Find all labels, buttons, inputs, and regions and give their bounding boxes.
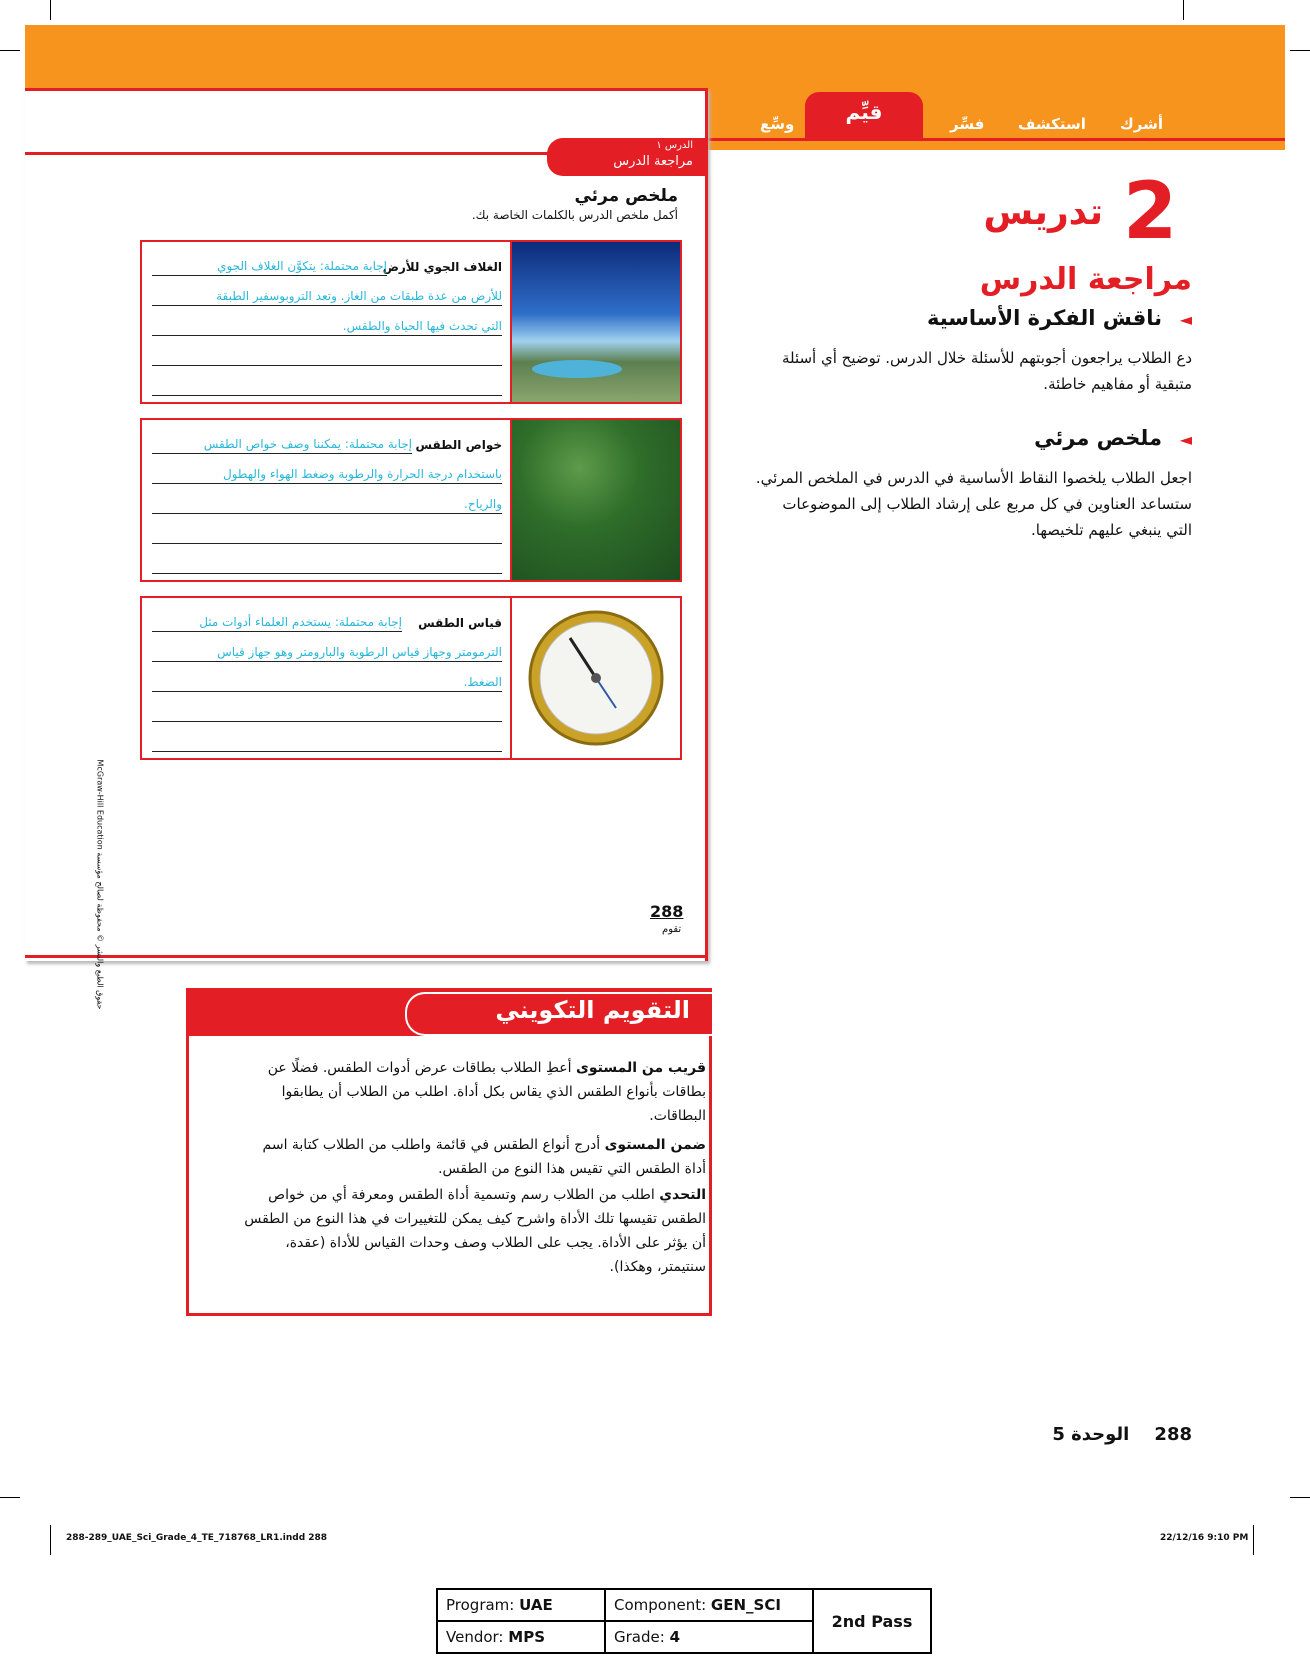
assessment-approaching [241, 1056, 706, 1128]
card-title: الغلاف الجوي للأرض [382, 260, 502, 274]
program-cell: Program: UAE [437, 1589, 605, 1621]
level-label: التحدي [659, 1187, 706, 1203]
answer-text: للأرض من عدة طبقات من الغاز. وتعد التروبوسفير الطبقة [216, 289, 502, 303]
answer-lines [152, 602, 502, 752]
level-text: أدرج أنواع الطقس في قائمة واطلب من الطلاب كتابة اسم أداة الطقس التي تقيس هذا النوع من الطقس. [262, 1137, 706, 1177]
answer-text: الضغط. [463, 675, 502, 689]
summary-card-atmosphere [140, 240, 682, 404]
answer-text: الترمومتر وجهاز قياس الرطوبة والبارومتر وهو جهاز قياس [217, 645, 502, 659]
crop-mark [1290, 50, 1310, 51]
component-cell: Component: GEN_SCI [605, 1589, 813, 1621]
answer-text: إجابة محتملة: يمكننا وصف خواص الطقس [203, 437, 412, 451]
discuss-text: دع الطلاب يراجعون أجوبتهم للأسئلة خلال الدرس. توضيح أي أسئلة متبقية أو مفاهيم خاطئة. [781, 349, 1192, 393]
summary-heading: ملخص مرئي [1034, 426, 1162, 450]
answer-text: التي تحدث فيها الحياة والطقس. [342, 319, 502, 333]
summary-text: اجعل الطلاب يلخصوا النقاط الأساسية في الدرس في الملخص المرئي. ستساعد العناوين في كل مربع على إرشاد الطلاب إلى الموضوعات التي ينبغي عليهم تلخيصها. [755, 469, 1192, 539]
summary-card-weather-properties [140, 418, 682, 582]
section-number: 2 [1123, 167, 1178, 257]
lesson-number: الدرس ١ [656, 140, 693, 151]
unit-footer-page: 288 [1154, 1424, 1192, 1445]
crop-mark [0, 1497, 20, 1498]
tab-underline [708, 138, 1285, 141]
assessment-title: التقويم التكويني [495, 996, 690, 1024]
crop-mark [1183, 0, 1184, 20]
page-number: 288 [650, 902, 684, 921]
earth-atmosphere-image [510, 242, 680, 402]
divider [25, 152, 550, 155]
tab-evaluate[interactable]: قيِّم [805, 92, 923, 140]
assessment-header [186, 988, 712, 1036]
summary-card-measuring-weather [140, 596, 682, 760]
level-text: اطلب من الطلاب رسم وتسمية أداة الطقس ومعرفة أي من خواص الطقس تقيسها تلك الأداة واشرح كيف يمكن للتغييرات في هذا النوع من الطقس أن يؤثر على الأداة. يجب على الطلاب وصف وحدات القياس للأداة (عقدة، سنتيمتر، وهكذا). [244, 1187, 706, 1275]
hygrometer-image [510, 598, 680, 758]
vendor-cell: Vendor: MPS [437, 1621, 605, 1653]
tab-explore[interactable]: استكشف [1018, 115, 1086, 133]
card-title: قياس الطقس [418, 616, 502, 630]
crop-mark [0, 50, 20, 51]
card-title: خواص الطقس [415, 438, 502, 452]
answer-text: إجابة محتملة: يتكوَّن الغلاف الجوي [217, 259, 387, 273]
level-label: ضمن المستوى [604, 1137, 706, 1153]
lesson-tab [547, 138, 705, 176]
date-slug: 22/12/16 9:10 PM [1160, 1533, 1249, 1543]
tab-share[interactable]: أشرك [1120, 115, 1163, 133]
discuss-heading: ناقش الفكرة الأساسية [926, 306, 1162, 330]
pass-cell: 2nd Pass [813, 1589, 931, 1653]
crop-mark [50, 0, 51, 20]
assessment-beyond [241, 1183, 706, 1279]
section-title: تدريس [983, 192, 1103, 233]
forest-image [510, 420, 680, 580]
unit-footer [1052, 1424, 1192, 1445]
answer-lines [152, 246, 502, 396]
level-text: أعطِ الطلاب بطاقات عرض أدوات الطقس. فضلًا عن بطاقات بأنواع الطقس الذي يقاس بكل أداة. اطلب من الطلاب أن يطابقوا البطاقات. [267, 1060, 706, 1124]
tab-explain[interactable]: فسِّر [950, 115, 985, 133]
divider [25, 955, 708, 958]
lake-shape [532, 360, 622, 378]
file-slug: 288-289_UAE_Sci_Grade_4_TE_718768_LR1.indd 288 [66, 1533, 328, 1543]
answer-text: إجابة محتملة: يستخدم العلماء أدوات مثل [199, 615, 402, 629]
assessment-on-level [241, 1133, 706, 1181]
summary-instruction: أكمل ملخص الدرس بالكلمات الخاصة بك. [471, 208, 678, 222]
hygrometer-gauge [512, 598, 680, 758]
answer-text: باستخدام درجة الحرارة والرطوبة وضغط الهواء والهطول [223, 467, 502, 481]
crop-mark [1290, 1497, 1310, 1498]
approval-table [436, 1588, 932, 1654]
review-title: مراجعة الدرس [979, 262, 1192, 297]
tab-extend[interactable]: وسِّع [760, 115, 795, 133]
grade-cell: Grade: 4 [605, 1621, 813, 1653]
crop-mark [1253, 1525, 1254, 1555]
summary-title: ملخص مرئي [574, 186, 678, 206]
triangle-bullet-icon: ◄ [1179, 430, 1192, 449]
triangle-bullet-icon: ◄ [1179, 310, 1192, 329]
page-word: تقوم [662, 924, 682, 935]
answer-lines [152, 424, 502, 574]
copyright-credit: حقوق الطبع والنشر © محفوظة لصالح مؤسسة McGraw-Hill Education [95, 759, 105, 1010]
lesson-title: مراجعة الدرس [613, 154, 693, 169]
answer-text: والرياح. [464, 497, 502, 511]
crop-mark [50, 1525, 51, 1555]
level-label: قريب من المستوى [576, 1060, 706, 1076]
unit-footer-label: الوحدة 5 [1052, 1424, 1130, 1445]
